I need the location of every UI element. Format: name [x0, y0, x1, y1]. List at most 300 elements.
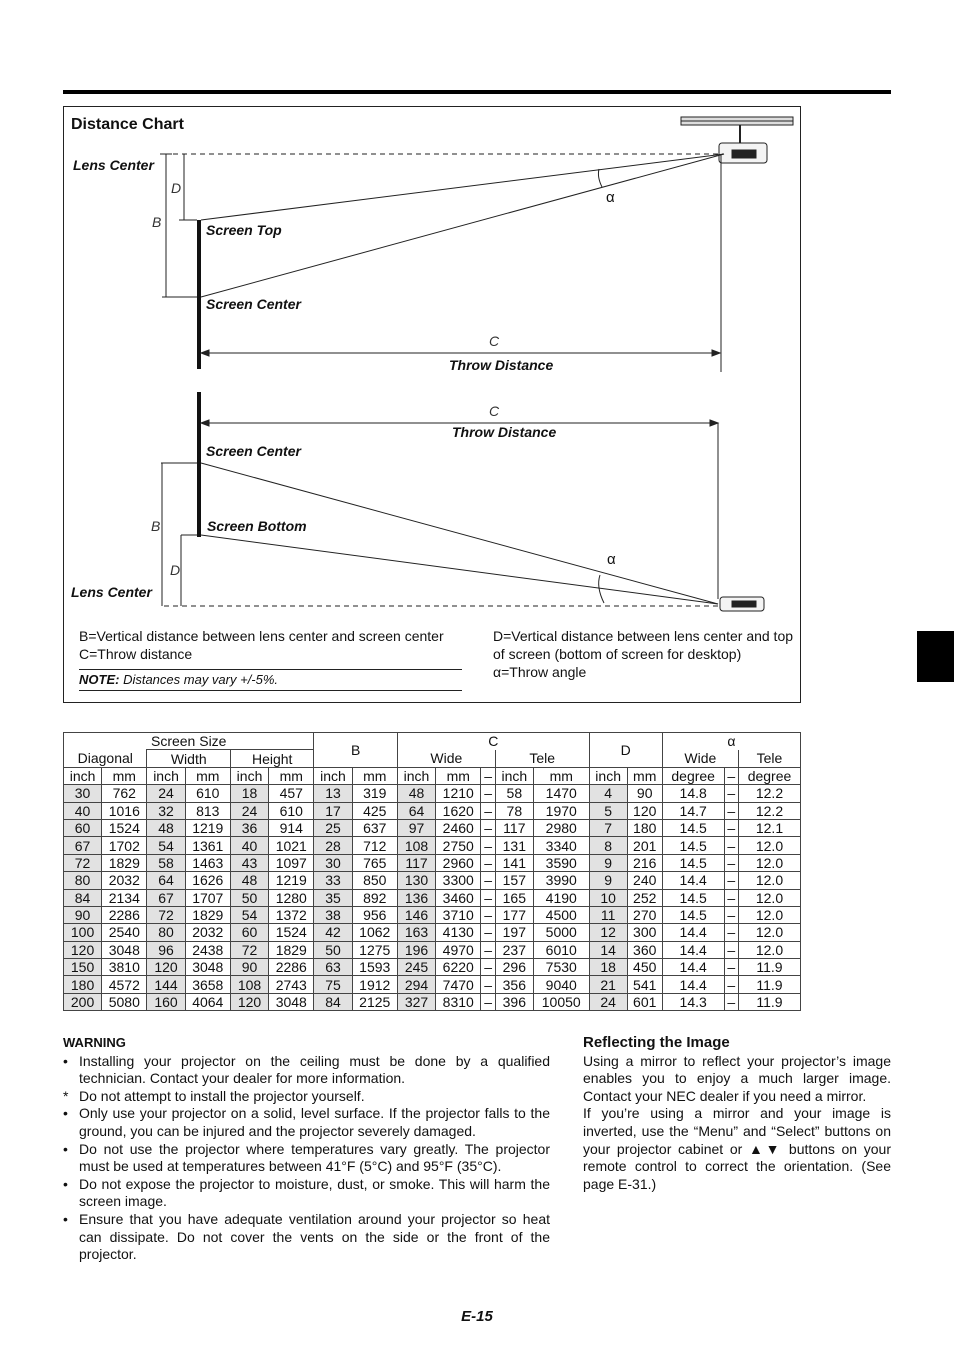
- table-cell: 1016: [102, 802, 147, 819]
- table-cell: 1829: [185, 906, 230, 923]
- table-cell: 3340: [533, 837, 589, 854]
- table-cell: –: [481, 993, 495, 1010]
- table-cell: 40: [64, 802, 102, 819]
- table-cell: 2134: [102, 889, 147, 906]
- table-cell: 58: [495, 785, 533, 802]
- table-cell: 2438: [185, 941, 230, 958]
- table-cell: 24: [230, 802, 268, 819]
- table-cell: 48: [397, 785, 435, 802]
- table-cell: 270: [627, 906, 662, 923]
- table-cell: 8310: [436, 993, 481, 1010]
- table-cell: –: [724, 906, 738, 923]
- alpha-top: α: [606, 189, 615, 206]
- section-tab: [917, 631, 954, 682]
- table-cell: 50: [230, 889, 268, 906]
- table-cell: 24: [147, 785, 185, 802]
- table-cell: 12.0: [738, 924, 800, 941]
- table-row: [64, 906, 801, 923]
- distance-chart-box: [63, 106, 801, 703]
- table-cell: 131: [495, 837, 533, 854]
- table-cell: 120: [627, 802, 662, 819]
- table-cell: 5: [589, 802, 627, 819]
- table-cell: 84: [314, 993, 352, 1010]
- table-cell: 12.0: [738, 906, 800, 923]
- reflecting-title: Reflecting the Image: [583, 1034, 730, 1051]
- table-cell: 216: [627, 854, 662, 871]
- table-cell: –: [481, 872, 495, 889]
- table-cell: 14.7: [662, 802, 724, 819]
- hdr-alpha: α: [662, 733, 800, 750]
- page-number: E-15: [461, 1308, 493, 1325]
- table-row: [64, 785, 801, 802]
- list-item: [63, 1088, 550, 1106]
- hdr-screen-size: Screen Size: [64, 733, 314, 750]
- table-cell: 90: [230, 959, 268, 976]
- table-cell: mm: [627, 767, 662, 784]
- table-cell: 610: [185, 785, 230, 802]
- table-cell: mm: [102, 767, 147, 784]
- table-cell: inch: [147, 767, 185, 784]
- table-cell: 765: [352, 854, 397, 871]
- table-cell: 63: [314, 959, 352, 976]
- table-cell: 180: [64, 976, 102, 993]
- bullet: •: [63, 1140, 68, 1157]
- table-cell: 7470: [436, 976, 481, 993]
- b-letter-top: B: [152, 214, 162, 230]
- table-cell: 160: [147, 993, 185, 1010]
- note-label: NOTE:: [79, 672, 120, 687]
- table-cell: 850: [352, 872, 397, 889]
- screen-bottom: [197, 392, 201, 537]
- table-row: [64, 889, 801, 906]
- alpha-bottom: α: [607, 551, 616, 568]
- table-cell: 11.9: [738, 959, 800, 976]
- table-cell: 294: [397, 976, 435, 993]
- table-cell: 72: [230, 941, 268, 958]
- table-cell: 60: [64, 819, 102, 836]
- table-cell: 1524: [102, 819, 147, 836]
- table-cell: 319: [352, 785, 397, 802]
- table-cell: mm: [533, 767, 589, 784]
- table-cell: 14.5: [662, 854, 724, 871]
- table-cell: –: [481, 854, 495, 871]
- list-item: [63, 1105, 550, 1140]
- table-row: [64, 976, 801, 993]
- table-cell: –: [724, 889, 738, 906]
- table-cell: 64: [147, 872, 185, 889]
- table-cell: 58: [147, 854, 185, 871]
- table-cell: 12: [589, 924, 627, 941]
- warning-text: Do not use the projector where temperatures vary greatly. The projector must be used at temperatures between 41°F (5°C) and 95°F (35°C).: [79, 1140, 550, 1175]
- table-cell: –: [481, 802, 495, 819]
- table-cell: 4572: [102, 976, 147, 993]
- table-cell: 2032: [102, 872, 147, 889]
- table-cell: 80: [147, 924, 185, 941]
- list-item: [63, 1176, 550, 1211]
- table-cell: inch: [589, 767, 627, 784]
- table-cell: 4500: [533, 906, 589, 923]
- table-cell: 1219: [269, 872, 314, 889]
- table-cell: 1626: [185, 872, 230, 889]
- table-cell: 130: [397, 872, 435, 889]
- warning-text: Ensure that you have adequate ventilation around your projector so heat can dissipate. Do not cover the vents on the side or the front of the projector.: [79, 1210, 550, 1263]
- table-row: [64, 872, 801, 889]
- table-cell: 75: [314, 976, 352, 993]
- table-cell: 12.2: [738, 785, 800, 802]
- table-cell: 64: [397, 802, 435, 819]
- table-cell: 78: [495, 802, 533, 819]
- table-cell: 5000: [533, 924, 589, 941]
- table-cell: 8: [589, 837, 627, 854]
- table-cell: 108: [397, 837, 435, 854]
- table-cell: 1280: [269, 889, 314, 906]
- table-cell: 11.9: [738, 976, 800, 993]
- table-cell: 144: [147, 976, 185, 993]
- table-cell: 14.4: [662, 924, 724, 941]
- lens-center-label-top: Lens Center: [73, 157, 154, 173]
- d-letter-bottom: D: [170, 562, 181, 578]
- table-cell: 14.5: [662, 819, 724, 836]
- legend-alpha: α=Throw angle: [493, 664, 587, 680]
- table-cell: 48: [230, 872, 268, 889]
- warning-section: [63, 1034, 550, 1264]
- reflecting-p1: Using a mirror to reflect your projector’s image enables you to enjoy a much larger image. Contact your NEC dealer if you need a mirror.: [583, 1052, 891, 1104]
- table-cell: 97: [397, 819, 435, 836]
- warning-text: Do not attempt to install the projector yourself.: [79, 1087, 365, 1104]
- table-cell: 2980: [533, 819, 589, 836]
- screen-center-label-top: Screen Center: [206, 296, 301, 312]
- table-cell: –: [724, 767, 738, 784]
- table-cell: 1361: [185, 837, 230, 854]
- warning-title: WARNING: [63, 1035, 126, 1050]
- table-cell: inch: [495, 767, 533, 784]
- table-cell: 1275: [352, 941, 397, 958]
- table-cell: 956: [352, 906, 397, 923]
- table-cell: 2125: [352, 993, 397, 1010]
- table-cell: 3990: [533, 872, 589, 889]
- table-cell: 136: [397, 889, 435, 906]
- table-cell: 6220: [436, 959, 481, 976]
- table-cell: 3710: [436, 906, 481, 923]
- table-cell: 6010: [533, 941, 589, 958]
- table-cell: inch: [314, 767, 352, 784]
- table-cell: 1097: [269, 854, 314, 871]
- table-cell: mm: [269, 767, 314, 784]
- table-cell: –: [481, 906, 495, 923]
- table-cell: 252: [627, 889, 662, 906]
- table-cell: 610: [269, 802, 314, 819]
- table-cell: 601: [627, 993, 662, 1010]
- table-cell: 14.4: [662, 941, 724, 958]
- table-cell: 14.5: [662, 906, 724, 923]
- table-cell: mm: [185, 767, 230, 784]
- table-cell: 2960: [436, 854, 481, 871]
- table-cell: 14.4: [662, 976, 724, 993]
- table-cell: 300: [627, 924, 662, 941]
- table-cell: 11: [589, 906, 627, 923]
- table-cell: 117: [495, 819, 533, 836]
- table-cell: 90: [627, 785, 662, 802]
- lens-center-label-bottom: Lens Center: [71, 584, 152, 600]
- note: [79, 669, 462, 691]
- hdr-wide: Wide: [397, 750, 495, 767]
- table-cell: 1912: [352, 976, 397, 993]
- table-cell: 72: [147, 906, 185, 923]
- table-cell: –: [724, 837, 738, 854]
- table-cell: 7530: [533, 959, 589, 976]
- list-item: [63, 1141, 550, 1176]
- table-cell: 245: [397, 959, 435, 976]
- table-cell: 9: [589, 872, 627, 889]
- table-cell: 1524: [269, 924, 314, 941]
- legend-b: B=Vertical distance between lens center and screen center: [79, 628, 444, 644]
- table-cell: 12.0: [738, 889, 800, 906]
- table-cell: 180: [627, 819, 662, 836]
- table-cell: 2743: [269, 976, 314, 993]
- table-cell: –: [481, 889, 495, 906]
- hdr-alpha-tele: Tele: [738, 750, 800, 767]
- table-cell: 1593: [352, 959, 397, 976]
- table-cell: 32: [147, 802, 185, 819]
- table-cell: 7: [589, 819, 627, 836]
- table-cell: 12.0: [738, 854, 800, 871]
- legend-d: D=Vertical distance between lens center and top of screen (bottom of screen for desktop): [493, 628, 794, 662]
- table-cell: 100: [64, 924, 102, 941]
- table-cell: 197: [495, 924, 533, 941]
- table-cell: 9040: [533, 976, 589, 993]
- table-cell: –: [724, 924, 738, 941]
- table-cell: 2540: [102, 924, 147, 941]
- table-cell: degree: [662, 767, 724, 784]
- hdr-alpha-wide: Wide: [662, 750, 738, 767]
- table-cell: 14.8: [662, 785, 724, 802]
- table-cell: 30: [64, 785, 102, 802]
- reflecting-section: [583, 1034, 891, 1193]
- table-cell: 457: [269, 785, 314, 802]
- table-cell: –: [724, 872, 738, 889]
- table-cell: 3460: [436, 889, 481, 906]
- table-cell: 120: [147, 959, 185, 976]
- table-cell: 11.9: [738, 993, 800, 1010]
- table-row: [64, 924, 801, 941]
- throw-distance-label-bottom: Throw Distance: [452, 424, 557, 440]
- table-cell: 1463: [185, 854, 230, 871]
- table-cell: 892: [352, 889, 397, 906]
- table-cell: 1062: [352, 924, 397, 941]
- table-cell: 712: [352, 837, 397, 854]
- table-cell: 813: [185, 802, 230, 819]
- table-cell: mm: [436, 767, 481, 784]
- table-cell: 914: [269, 819, 314, 836]
- table-cell: 425: [352, 802, 397, 819]
- table-cell: 25: [314, 819, 352, 836]
- table-cell: 1970: [533, 802, 589, 819]
- table-cell: 14.4: [662, 872, 724, 889]
- table-cell: 141: [495, 854, 533, 871]
- table-cell: –: [724, 785, 738, 802]
- table-cell: 108: [230, 976, 268, 993]
- table-cell: 21: [589, 976, 627, 993]
- table-cell: 1372: [269, 906, 314, 923]
- table-cell: 90: [64, 906, 102, 923]
- distance-table: [63, 732, 801, 1011]
- screen-bottom-label: Screen Bottom: [207, 518, 307, 534]
- table-cell: 450: [627, 959, 662, 976]
- table-cell: 12.0: [738, 941, 800, 958]
- c-letter-bottom: C: [489, 403, 500, 419]
- table-cell: 10050: [533, 993, 589, 1010]
- table-cell: 356: [495, 976, 533, 993]
- table-cell: 40: [230, 837, 268, 854]
- table-cell: –: [481, 976, 495, 993]
- table-cell: 4064: [185, 993, 230, 1010]
- table-cell: 1219: [185, 819, 230, 836]
- table-cell: 13: [314, 785, 352, 802]
- table-cell: 196: [397, 941, 435, 958]
- table-cell: –: [724, 854, 738, 871]
- table-cell: –: [724, 976, 738, 993]
- warning-text: Installing your projector on the ceiling must be done by a qualified technician. Contact your dealer for more information.: [79, 1052, 550, 1087]
- table-cell: 9: [589, 854, 627, 871]
- table-cell: 163: [397, 924, 435, 941]
- bullet: •: [63, 1175, 68, 1192]
- table-cell: 4: [589, 785, 627, 802]
- table-cell: 54: [147, 837, 185, 854]
- table-cell: –: [481, 959, 495, 976]
- table-cell: inch: [230, 767, 268, 784]
- table-cell: –: [724, 959, 738, 976]
- table-cell: 150: [64, 959, 102, 976]
- table-cell: 120: [230, 993, 268, 1010]
- table-cell: 1620: [436, 802, 481, 819]
- table-cell: 157: [495, 872, 533, 889]
- table-cell: 48: [147, 819, 185, 836]
- table-cell: 3300: [436, 872, 481, 889]
- d-letter-top: D: [171, 180, 182, 196]
- table-cell: –: [481, 837, 495, 854]
- table-cell: 42: [314, 924, 352, 941]
- table-row: [64, 802, 801, 819]
- table-cell: 14.5: [662, 889, 724, 906]
- hdr-height: Height: [230, 750, 313, 767]
- table-cell: 3048: [269, 993, 314, 1010]
- table-header-row-2: [64, 750, 801, 767]
- table-cell: 43: [230, 854, 268, 871]
- table-cell: 36: [230, 819, 268, 836]
- hdr-width: Width: [147, 750, 230, 767]
- table-row: [64, 819, 801, 836]
- table-cell: 35: [314, 889, 352, 906]
- list-item: [63, 1211, 550, 1264]
- table-cell: 237: [495, 941, 533, 958]
- table-cell: 3810: [102, 959, 147, 976]
- table-cell: 201: [627, 837, 662, 854]
- table-cell: 18: [230, 785, 268, 802]
- table-cell: 12.2: [738, 802, 800, 819]
- bullet: •: [63, 1210, 68, 1227]
- legend-left: [79, 627, 469, 663]
- table-row: [64, 941, 801, 958]
- table-cell: 200: [64, 993, 102, 1010]
- c-letter-top: C: [489, 333, 500, 349]
- table-cell: 637: [352, 819, 397, 836]
- hdr-diagonal: Diagonal: [64, 750, 147, 767]
- table-header-row-1: [64, 733, 801, 750]
- warning-text: Only use your projector on a solid, level surface. If the projector falls to the ground, you can be injured and the projector severely damaged.: [79, 1105, 550, 1139]
- table-cell: 240: [627, 872, 662, 889]
- table-cell: –: [481, 767, 495, 784]
- table-cell: 54: [230, 906, 268, 923]
- hdr-b: B: [314, 733, 397, 768]
- table-cell: 12.0: [738, 837, 800, 854]
- table-cell: 4190: [533, 889, 589, 906]
- throw-distance-label-top: Throw Distance: [449, 357, 554, 373]
- table-cell: 14: [589, 941, 627, 958]
- distance-chart-title: Distance Chart: [71, 116, 184, 133]
- table-cell: 80: [64, 872, 102, 889]
- table-cell: –: [481, 785, 495, 802]
- table-cell: 296: [495, 959, 533, 976]
- table-cell: 5080: [102, 993, 147, 1010]
- table-cell: 33: [314, 872, 352, 889]
- warning-text: Do not expose the projector to moisture, dust, or smoke. This will harm the screen image.: [79, 1175, 550, 1210]
- table-units-row: [64, 767, 801, 784]
- table-cell: 14.3: [662, 993, 724, 1010]
- table-cell: 4970: [436, 941, 481, 958]
- bullet: *: [63, 1087, 69, 1104]
- screen-top-label: Screen Top: [206, 222, 282, 238]
- table-cell: 3658: [185, 976, 230, 993]
- table-cell: 4130: [436, 924, 481, 941]
- hdr-c: C: [397, 733, 589, 750]
- table-cell: 120: [64, 941, 102, 958]
- table-cell: 146: [397, 906, 435, 923]
- table-row: [64, 993, 801, 1010]
- table-cell: –: [481, 924, 495, 941]
- top-rule: [63, 90, 891, 94]
- table-cell: 50: [314, 941, 352, 958]
- legend-right: [493, 627, 798, 681]
- table-cell: 14.5: [662, 837, 724, 854]
- table-cell: 165: [495, 889, 533, 906]
- table-cell: 327: [397, 993, 435, 1010]
- table-cell: 3048: [185, 959, 230, 976]
- table-row: [64, 959, 801, 976]
- table-cell: 762: [102, 785, 147, 802]
- bullet: •: [63, 1052, 68, 1069]
- table-cell: degree: [738, 767, 800, 784]
- table-cell: 12.0: [738, 872, 800, 889]
- reflecting-p2: If you’re using a mirror and your image is inverted, use the “Menu” and “Select” buttons on your projector cabinet or ▲▼ buttons on your remote control to correct the orientation. (See page E-31.): [583, 1105, 891, 1192]
- table-cell: 3590: [533, 854, 589, 871]
- table-cell: 2032: [185, 924, 230, 941]
- table-cell: 14.4: [662, 959, 724, 976]
- table-cell: 17: [314, 802, 352, 819]
- table-cell: –: [481, 941, 495, 958]
- table-cell: 1829: [269, 941, 314, 958]
- table-row: [64, 837, 801, 854]
- hdr-tele: Tele: [495, 750, 589, 767]
- table-cell: 38: [314, 906, 352, 923]
- table-cell: 72: [64, 854, 102, 871]
- screen-center-label-bottom: Screen Center: [206, 443, 301, 459]
- table-cell: 18: [589, 959, 627, 976]
- table-cell: 2286: [102, 906, 147, 923]
- screen-top: [197, 220, 201, 369]
- table-cell: 541: [627, 976, 662, 993]
- table-cell: 10: [589, 889, 627, 906]
- table-cell: –: [724, 802, 738, 819]
